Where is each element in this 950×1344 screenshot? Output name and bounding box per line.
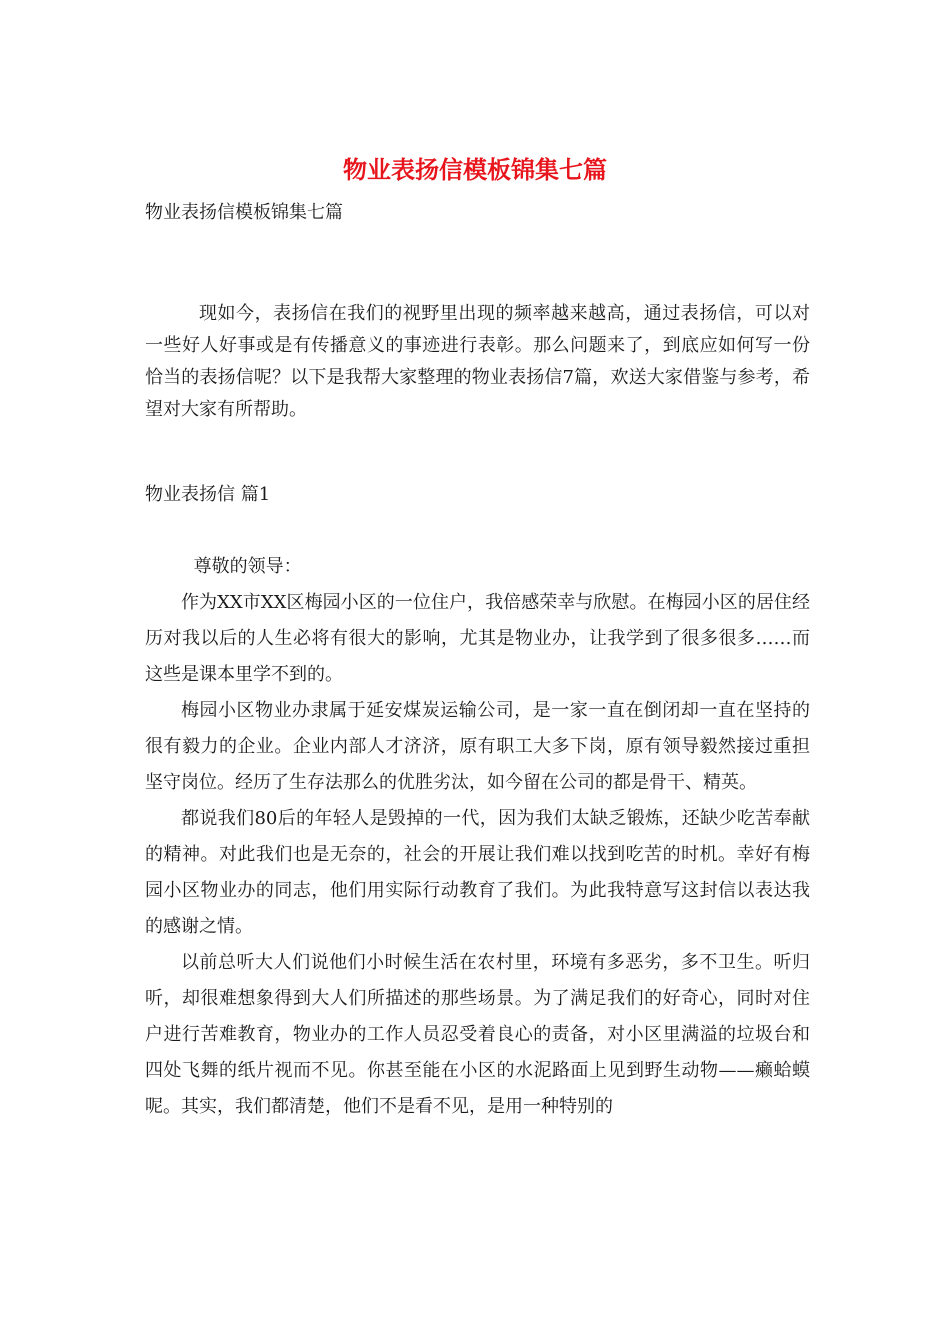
letter-paragraph: 都说我们80后的年轻人是毁掉的一代，因为我们太缺乏锻炼，还缺少吃苦奉献的精神。对此我们也是无奈的，社会的开展让我们难以找到吃苦的时机。幸好有梅园小区物业办的同志，他们用实际行动教育了我们。为此我特意写这封信以表达我的感谢之情。	[145, 808, 810, 937]
letter-paragraph: 梅园小区物业办隶属于延安煤炭运输公司，是一家一直在倒闭却一直在坚持的很有毅力的企业。企业内部人才济济，原有职工大多下岗，原有领导毅然接过重担坚守岗位。经历了生存法那么的优胜劣汰，如今留在公司的都是骨干、精英。	[145, 700, 810, 793]
letter-paragraph: 作为XX市XX区梅园小区的一位住户，我倍感荣幸与欣慰。在梅园小区的居住经历对我以后的人生必将有很大的影响，尤其是物业办，让我学到了很多很多……而这些是课本里学不到的。	[145, 592, 810, 685]
letter-body	[145, 549, 810, 1125]
document-title: 物业表扬信模板锦集七篇	[343, 155, 607, 184]
document-subtitle: 物业表扬信模板锦集七篇	[145, 202, 343, 223]
letter-salutation: 尊敬的领导：	[193, 556, 302, 577]
section-heading: 物业表扬信 篇1	[145, 484, 271, 505]
intro-block	[145, 298, 810, 426]
letter-paragraph: 以前总听大人们说他们小时候生活在农村里，环境有多恶劣，多不卫生。听归听，却很难想象得到大人们所描述的那些场景。为了满足我们的好奇心，同时对住户进行苦难教育，物业办的工作人员忍受着良心的责备，对小区里满溢的垃圾台和四处飞舞的纸片视而不见。你甚至能在小区的水泥路面上见到野生动物——癞蛤蟆呢。其实，我们都清楚，他们不是看不见，是用一种特别的	[145, 952, 810, 1117]
intro-paragraph: 现如今，表扬信在我们的视野里出现的频率越来越高，通过表扬信，可以对一些好人好事或是有传播意义的事迹进行表彰。那么问题来了，到底应如何写一份恰当的表扬信呢？以下是我帮大家整理的物业表扬信7篇，欢送大家借鉴与参考，希望对大家有所帮助。	[145, 303, 810, 420]
